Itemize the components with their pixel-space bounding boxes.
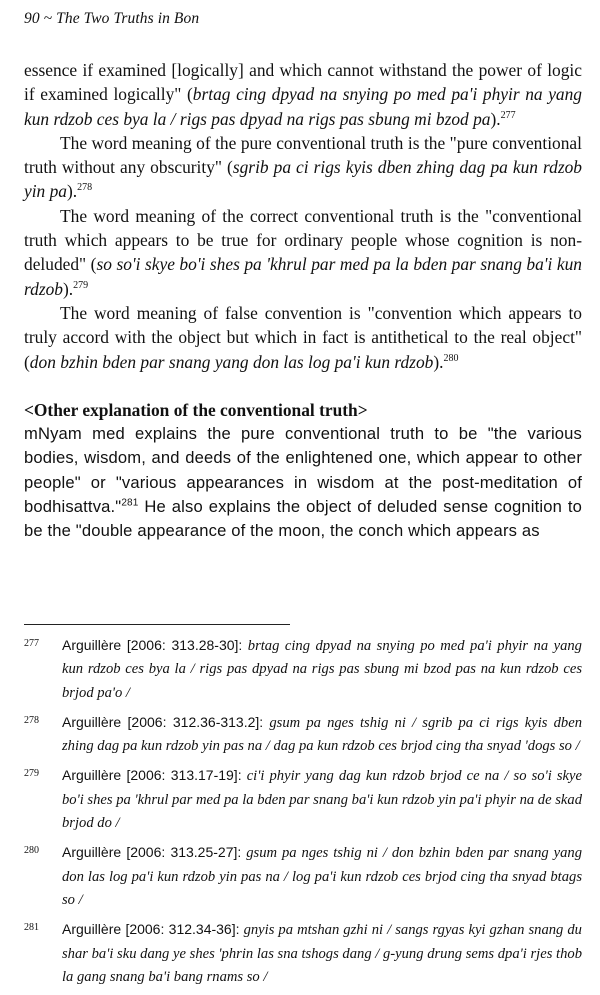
paragraph-text: ). <box>490 108 501 129</box>
footnote-text: gsum pa nges tshig ni / don bzhin bden par snang yang don las log pa'i kun rdzob yin pas na / log pa'i kun rdzob ces brjod cing tha snyad btags so / <box>62 845 582 908</box>
footnote-source: Arguillère [2006: 312.34-36]: <box>62 921 240 938</box>
paragraph-text: essence if examined [logically] and which cannot withstand the power of logic if examined logically" ( <box>24 60 582 105</box>
footnote-rule <box>24 624 290 625</box>
paragraph-text: The word meaning of the pure conventional truth is the "pure conventional truth without any obscurity" ( <box>24 132 582 178</box>
footnote <box>24 841 582 912</box>
footnote <box>24 764 582 835</box>
footnote-source: Arguillère [2006: 313.28-30]: <box>62 637 243 653</box>
section-heading: <Other explanation of the conventional truth> <box>24 399 368 420</box>
paragraph <box>24 58 582 131</box>
footnote <box>24 711 582 759</box>
tibetan-quote: don bzhin bden par snang yang don las log pa'i kun rdzob <box>29 351 434 372</box>
footnote-ref[interactable]: 277 <box>500 109 516 121</box>
footnote-text: gsum pa nges tshig ni / sgrib pa ci rigs kyis dben zhing dag pa kun rdzob yin pas na / dag pa kun rdzob ces brjod cing tha snyad 'dogs so / <box>62 714 582 755</box>
footnotes <box>24 634 582 995</box>
footnote-number: 280 <box>24 845 39 857</box>
footnote-number: 278 <box>24 714 39 726</box>
paragraph <box>24 131 582 204</box>
paragraph <box>24 204 582 301</box>
footnote-ref[interactable]: 278 <box>77 182 93 194</box>
paragraph-text: mNyam med explains the pure conventional truth to be "the various bodies, wisdom, and deeds of the enlightened one, which appear to other people" or "various appearances in wisdom at the post-meditation of bodhisattva." <box>24 424 582 517</box>
paragraph-text: ). <box>66 181 78 202</box>
footnote-text: gnyis pa mtshan gzhi ni / sangs rgyas kyi gzhan snang du shar ba'i sku dang ye shes 'phrin las sna tshogs dang / g-yung drung sems dpa'i rjes thob la gang snang ba'i bang rnams so / <box>62 922 582 985</box>
paragraph <box>24 422 582 543</box>
footnote-text: ci'i phyir yang dag kun rdzob brjod ce na / so so'i skye bo'i shes pa 'khrul par med pa la bden par snang ba'i kun rdzob yin pa'i phyir na de skad brjod do / <box>62 768 582 832</box>
paragraph-text: ). <box>62 278 74 299</box>
footnote-ref[interactable]: 280 <box>443 352 459 364</box>
paragraph-text: The word meaning of false convention is "convention which appears to truly accord with the object but which in fact is antithetical to the real object" ( <box>24 302 582 372</box>
footnote-source: Arguillère [2006: 312.36-313.2]: <box>62 713 264 730</box>
main-text <box>24 58 582 544</box>
footnote-number: 277 <box>24 638 39 649</box>
footnote-text: brtag cing dpyad na snying po med pa'i phyir na yang kun rdzob ces bya la / rigs pas dpyad na rigs pas sbung mi bzod pas na kun rdzob ces brjod pa'o / <box>62 638 582 701</box>
running-head: 90 ~ The Two Truths in Bon <box>24 10 200 27</box>
tibetan-quote: brtag cing dpyad na snying po med pa'i phyir na yang kun rdzob ces bya la / rigs pas dpyad na rigs pas sbung mi bzod pa <box>24 84 583 129</box>
footnote-ref[interactable]: 279 <box>73 279 89 291</box>
footnote-ref[interactable]: 281 <box>121 497 139 509</box>
footnote <box>24 918 582 989</box>
paragraph-text: The word meaning of the correct conventional truth is the "conventional truth which appears to be true for ordinary people whose cognition is non-deluded" ( <box>24 205 582 275</box>
footnote-number: 279 <box>24 768 39 780</box>
footnote <box>24 634 582 705</box>
paragraph-text: He also explains the object of deluded sense cognition to be the "double appearance of the moon, the conch which appears as <box>24 497 582 541</box>
tibetan-quote: sgrib pa ci rigs kyis dben zhing dag pa kun rdzob yin pa <box>24 157 583 202</box>
spacer <box>24 374 582 398</box>
tibetan-quote: so so'i skye bo'i shes pa 'khrul par med pa la bden par snang ba'i kun rdzob <box>24 254 582 299</box>
paragraph-text: ). <box>433 351 444 372</box>
footnote-source: Arguillère [2006: 313.17-19]: <box>62 767 242 784</box>
paragraph <box>24 301 582 374</box>
footnote-number: 281 <box>24 922 39 934</box>
footnote-source: Arguillère [2006: 313.25-27]: <box>62 844 242 861</box>
